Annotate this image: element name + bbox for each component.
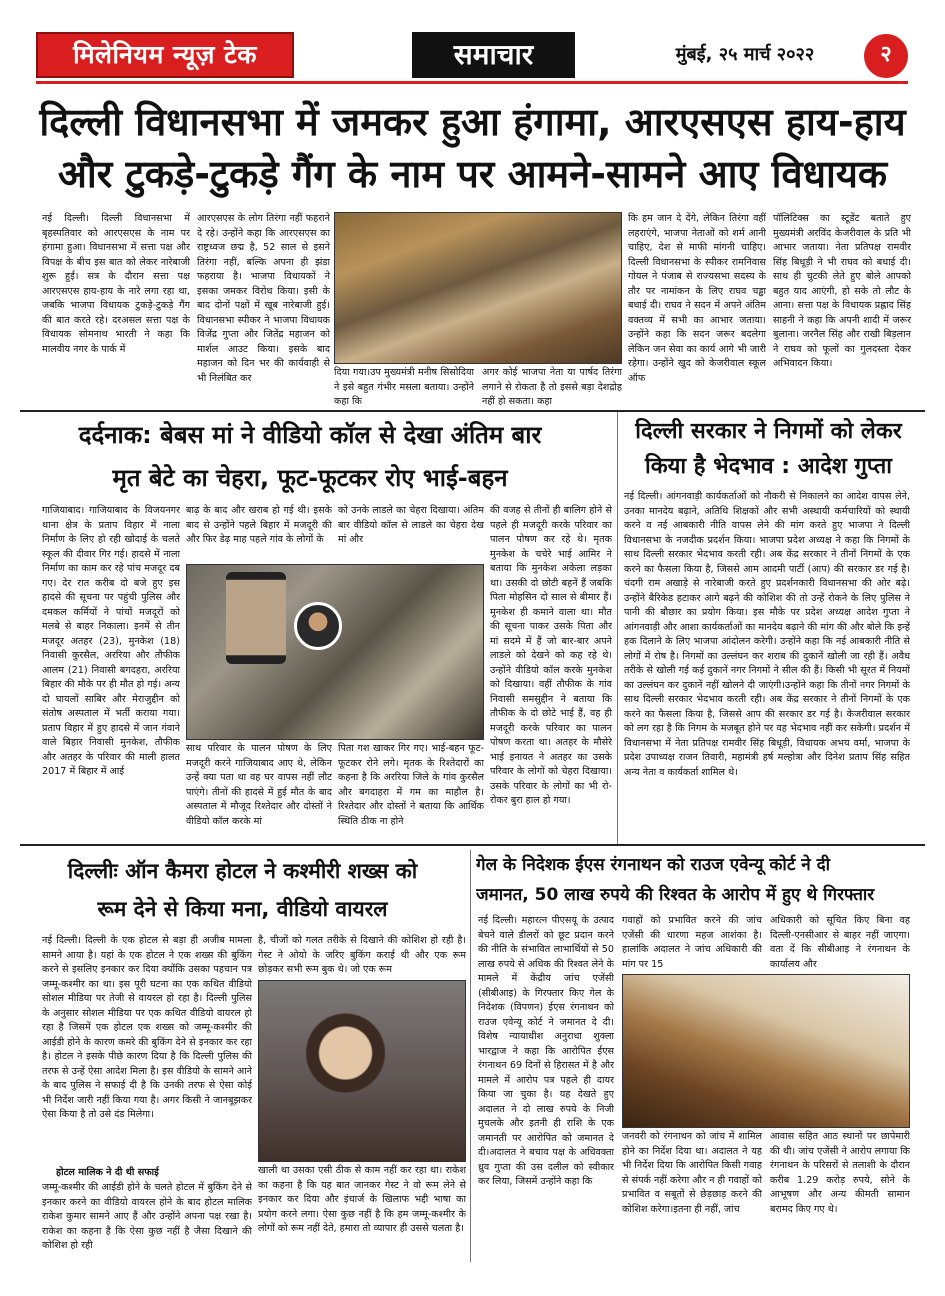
story1-headline-line1: दिल्ली विधानसभा में जमकर हुआ हंगामा, आरएसएस हाय-हाय	[39, 100, 906, 144]
brand-logo: मिलेनियम न्यूज़ टेक	[36, 32, 294, 78]
story4-headline	[20, 852, 465, 932]
story5-column-1: नई दिल्ली। महारत्न पीएसयू के उत्पाद बेचने वाले डीलरों को छूट प्रदान करने की नीति के संभावित लाभार्थियों से 50 लाख रुपये से अधिक की रिश्वत लेने के मामले में केंद्रीय जांच एजेंसी (सीबीआइ) के गिरफ्तार किए गेल के निदेशक (विपणन) ईएस रंगनाथन को राउज एवेन्यू कोर्ट ने जमानत दे दी। विशेष न्यायाधीश अनुराधा शुक्ला भारद्वाज ने कहा कि आरोपित ईएस रंगनाथन 69 दिनों से हिरासत में है और मामले में आरोप पत्र पहले ही दायर किया जा चुका है। यह देखते हुए अदालत ने दो लाख रुपये के निजी मुचलके और इतनी ही राशि के एक जमानती पर आरोपित को जमानत दे दी।अदालत ने बचाव पक्ष के अधिवक्ता ध्रुव गुप्ता की उस दलील को स्वीकार कर लिया, जिसमें उन्होंने कहा कि	[478, 915, 614, 1187]
victim-inset-photo	[294, 602, 342, 650]
story5-headline	[476, 850, 925, 910]
story4-column-1: नई दिल्ली। दिल्ली के एक होटल से बड़ा ही अजीब मामला सामने आया है। यहां के एक होटल ने एक शख्स की बुकिंग करने से इसलिए इनकार कर दिया क्योंकि उसका पहचान पत्र जम्मू-कश्मीर का था। इस पूरी घटना का एक कथित वीडियो सोशल मीडिया पर तेजी से वायरल हो रहा है। दिल्ली पुलिस के अनुसार सोशल मीडिया पर एक कथित वीडियो वायरल हो रहा है जिसमें एक होटल एक शख्स को जम्मू-कश्मीर की आईडी होने के कारण कमरे की बुकिंग देने से इनकार कर रहा है। होटल ने इसके पीछे कारण दिया है कि दिल्ली पुलिस की तरफ से उन्हें ऐसा आदेश मिला है। इस वीडियो के सामने आने के बाद पुलिस ने सफाई दी है कि उनकी तरफ से ऐसा कोई भी निर्देश जारी नहीं किया गया है। अगर किसी ने जानबूझकर ऐसा किया है तो उसे दंड मिलेगा।	[42, 935, 252, 1120]
story1-column-5: कि हम जान दे देंगे, लेकिन तिरंगा वहीं लहराएंगे, भाजपा नेताओं को शर्म आनी चाहिए, देश से माफी मांगनी चाहिए। दिल्ली विधानसभा के स्पीकर रामनिवास गोयल ने पंजाब से राज्यसभा सदस्य के तौर पर नामांकन के लिए राघव चड्ढा बधाई दी। राघव ने सदन में अपने अंतिम वक्तव्य में सभी का आभार जताया। उन्होंने कहा कि सदन जरूर बदलेगा लेकिन जन सेवा का कार्य आगे भी जारी रहेगा। उन्होंने खुद को केजरीवाल स्कूल ऑफ	[628, 213, 766, 384]
page-number: २	[864, 34, 908, 78]
story5-column-2b: जनवरी को रंगनाथन को जांच में शामिल होने का निर्देश दिया था। अदालत ने यह भी निर्देश दिया कि आरोपित किसी गवाह से संपर्क नहीं करेगा और न ही गवाहों को प्रभावित व सबूतों से छेड़छाड़ करने की कोशिश करेगा।इतना ही नहीं, जांच	[622, 1131, 762, 1215]
story1-column-6: पॉलिटिक्स का स्टूडेंट बताते हुए मुख्यमंत्री अरविंद केजरीवाल के प्रति भी आभार जताया। नेता प्रतिपक्ष रामवीर सिंह बिधूड़ी ने भी राघव को बधाई दी। साथ ही चुटकी लेते हुए बोले आपको बहुत याद आएंगी, हो सके तो लौट के आना। सत्ता पक्ष के विधायक प्रह्लाद सिंह साहनी ने कहा कि अपनी शादी में जरूर बुलाना। जरनैल सिंह और राखी बिड़लान ने राघव को फूलों का गुलदस्ता देकर अभिवादन किया।	[773, 213, 911, 369]
story1-column-1: नई दिल्ली। दिल्ली विधानसभा में बृहस्पतिवार को आरएसएस के नाम पर हंगामा हुआ। विधानसभा में सत्ता पक्ष और विपक्ष के बीच इस बात को लेकर नारेबाजी शुरू हुई। सत्र के दौरान सत्ता पक्ष आरएसएस हाय-हाय के नारे लगा रहा था, जबकि भाजपा विधायक टुकड़े-टुकड़े गैंग की बात करते रहे। दरअसल सत्ता पक्ष के विधायक सोमनाथ भारती ने कहा कि मालवीय नगर के पार्क में	[42, 213, 190, 355]
story2-column-4: की वजह से तीनों ही बालिग होने से पहले ही मजदूरी करके परिवार का पालन पोषण कर रहे थे। मृतक मुनकेश के चचेरे भाई आमिर ने बताया कि मुनकेश अकेला लड़का था। उसकी दो छोटी बहनें हैं जबकि पिता मोहसिन दो साल से बीमार हैं। मुनकेश ही कमाने वाला था। मौत की सूचना पाकर उसके पिता और मां सदमे में हैं जो बार-बार अपने लाडले को देखने को कह रहे थे। उन्होंने वीडियो कॉल करके मुनकेश को दिखाया। वहीं तौफीक के गांव निवासी समसुद्दीन ने बताया कि तौफीक के दो छोटे भाई हैं, वह ही मजदूरी करके परिवार का पालन पोषण करता था। अतहर के मौसेरे भाई इनायत ने अतहर का उसके परिवार के लोगों को चेहरा दिखाया। उसके परिवार के लोगों का भी रो-रोकर बुरा हाल हो गया।	[490, 505, 612, 806]
hotel-video-still	[258, 980, 466, 1162]
story2-column-3b: पिता गश खाकर गिर गए। भाई-बहन फूट-फूटकर रोने लगे। मृतक के रिश्तेदारों का कहना है कि अररिया जिले के गांव कुरसैल और बगदाहरा में गम का माहौल है। रिश्तेदार और दोस्तों ने बताया कि आर्थिक स्थिति ठीक ना होने	[338, 743, 484, 827]
divider	[20, 844, 925, 846]
story4-column-1b: जम्मू-कश्मीर की आईडी होने के चलते होटल में बुकिंग देने से इनकार करने का वीडियो वायरल होने के बाद होटल मालिक राकेश कुमार सामने आए हैं और उन्होंने अपना पक्ष रखा है। राकेश का कहना है कि ऐसा कुछ नहीं है जैसा दिखाने की कोशिश हो रही	[42, 1182, 252, 1251]
story4-headline-line1: दिल्लीः ऑन कैमरा होटल ने कश्मीरी शख्स को	[67, 859, 418, 883]
story4-column-2a: है, चीजों को गलत तरीके से दिखाने की कोशिश हो रही है। गेस्ट ने ओयो के जरिए बुकिंग कराई थी और एक रूम छोड़कर सभी रूम बुक थे। जो एक रूम	[258, 935, 466, 975]
divider	[20, 410, 925, 412]
story2-column-3a: को उनके लाडले का चेहरा दिखाया। अंतिम बार वीडियो कॉल से लाडले का चेहरा देख मां और	[338, 505, 484, 545]
story4-subhead: होटल मालिक ने दी थी सफाई	[56, 1167, 159, 1178]
story5-column-2a: गवाहों को प्रभावित करने की जांच एजेंसी की धारणा महज आशंका है। हालांकि अदालत ने जांच अधिकारी की मांग पर 15	[622, 915, 762, 970]
story2-column-1: गाजियाबाद। गाजियाबाद के विजयनगर थाना क्षेत्र के प्रताप विहार में नाला निर्माण के लिए हो रही खोदाई के चलते स्कूल की दीवार गिर गई। हादसे में नाला निर्माण का काम कर रहे पांच मजदूर दब गए। देर रात करीब दो बजे हुए इस हादसे की सूचना पर पहुंची पुलिस और दमकल कर्मियों ने पांचों मजदूरों को मलबे से बाहर निकाला। इनमें से तीन मजदूर अतहर (23), मुनकेश (18) निवासी कुरसैल, अररिया और तौफीक आलम (21) निवासी बगदहरा, अररिया बिहार की मौके पर ही मौत हो गई। अन्य दो घायलों साबिर और मेराजुद्दीन को संतोष अस्पताल में भर्ती कराया गया। प्रताप विहार में हुए हादसे में जान गंवाने वाले बिहार निवासी मुनकेश, तौफीक और अतहर के परिवार की माली हालत 2017 में बिहार में आई	[42, 505, 180, 777]
story3-body: नई दिल्ली। आंगनवाड़ी कार्यकर्ताओं को नौकरी से निकालने का आदेश वापस लेने, उनका मानदेय बढ़ाने, अतिथि शिक्षकों और सभी अस्थायी कर्मचारियों को स्थायी करने व नई आबकारी नीति वापस लेने की मांग करते हुए भाजपा ने दिल्ली विधानसभा के नजदीक प्रदर्शन किया। भाजपा प्रदेश अध्यक्ष ने कहा कि निगमों के साथ दिल्ली सरकार भेदभाव करती रही। अब केंद्र सरकार ने तीनों निगमों के एक करने का फैसला किया है, जिससे आम आदमी पार्टी (आप) की सरकार डर गई है।चंदगी राम अखाड़े से नारेबाजी करते हुए प्रदर्शनकारी विधानसभा की ओर बढ़े। उन्होंने बैरिकेड हटाकर आगे बढ़ने की कोशिश की तो उन्हें रोकने के लिए पुलिस ने पानी की बौछार का प्रयोग किया। इस मौके पर प्रदेश अध्यक्ष आदेश गुप्ता ने आंगनवाड़ी और आशा कार्यकर्ताओं का मानदेय बढ़ाने की मांग की और बोले कि इन्हें हक दिलाने के लिए भाजपा आंदोलन करेगी। उन्होंने कहा कि नई आबकारी नीति से लोगों में रोष है। निगमों का उल्लंघन कर शराब की दुकानें खोली जा रही हैं। अवैध तरीके से खोली गई कई दुकानें नगर निगमों ने सील की हैं। किसी भी सूरत में नियमों का उल्लंघन कर दुकानें नहीं खोलने दी जाएंगी।उन्होंने कहा कि तीनों नगर निगमों के साथ दिल्ली सरकार भेदभाव करती रही। अब केंद्र सरकार ने तीनों निगमों के एक करने का फैसला किया है, जिससे आप की सरकार डर गई है। केजरीवाल सरकार को लग रहा है कि निगम के मजबूत होने पर वह भेदभाव नहीं कर सकेगी। प्रदर्शन में विधानसभा में नेता प्रतिपक्ष रामवीर सिंह बिधूड़ी, विधायक अभय वर्मा, भाजपा के प्रदेश उपाध्यक्ष राजन तिवारी, महामंत्री हर्ष मल्होत्रा और दिनेश प्रताप सिंह सहित अन्य नेता व कार्यकर्ता शामिल थे।	[624, 491, 910, 778]
story5-headline-line1: गेल के निदेशक ईएस रंगनाथन को राउज एवेन्यू कोर्ट ने दी	[476, 855, 831, 875]
story2-headline-line2: मृत बेटे का चेहरा, फूट-फूटकर रोए भाई-बहन	[112, 464, 508, 492]
story5-column-3a: अधिकारी को सूचित किए बिना वह दिल्ली-एनसीआर से बाहर नहीं जाएगा।वता दें कि सीबीआइ ने रंगनाथन के कार्यालय और	[770, 915, 910, 970]
story5-headline-line2: जमानत, 50 लाख रुपये की रिश्वत के आरोप में हुए थे गिरफ्तार	[476, 885, 875, 905]
dateline: मुंबई, २५ मार्च २०२२	[675, 44, 815, 65]
masthead-rule	[36, 81, 908, 84]
assembly-photo	[334, 212, 622, 364]
phone-image	[226, 572, 286, 664]
story2-column-2b: साथ परिवार के पालन पोषण के लिए मजदूरी करने गाजियाबाद आए थे, लेकिन उन्हें क्या पता था वह घर वापस नहीं लौट पाएंगे। तीनों की हादसे में हुई मौत के बाद अस्पताल में मौजूद रिश्तेदार और दोस्तों ने वीडियो कॉल करके मां	[186, 743, 332, 827]
masthead	[20, 32, 925, 84]
story5-column-3b: आवास सहित आठ स्थानों पर छापेमारी की थी। जांच एजेंसी ने आरोप लगाया कि रंगनाथन के परिसरों से तलाशी के दौरान करीब 1.29 करोड़ रुपये, सोने के आभूषण और अन्य कीमती सामान बरामद किए गए थे।	[770, 1131, 910, 1215]
story1-headline	[20, 96, 925, 204]
gavel-photo	[622, 974, 910, 1128]
story1-column-3: दिया गया।उप मुख्यमंत्री मनीष सिसोदिया ने इसे बहुत गंभीर मसला बताया। उन्होंने कहा कि	[334, 367, 474, 407]
column-divider	[470, 850, 471, 1262]
story2-headline-line1: दर्दनाक: बेबस मां ने वीडियो कॉल से देखा अंतिम बार	[78, 421, 542, 449]
story3-headline: दिल्ली सरकार ने निगमों को लेकर किया है भेदभाव : आदेश गुप्ता	[635, 419, 902, 479]
story2-column-2a: बाढ़ के बाद और खराब हो गई थी। इसके बाद से उन्होंने पहले बिहार में मजदूरी की और फिर डेढ़ माह पहले गांव के लोगों के	[186, 505, 332, 545]
story4-headline-line2: रूम देने से किया मना, वीडियो वायरल	[97, 897, 388, 921]
story1-column-2: आरएसएस के लोग तिरंगा नहीं फहराने दे रहे। उन्होंने कहा कि आरएसएस का राष्ट्रध्वज छद्म है, 52 साल से इसने तिरंगा नहीं, बल्कि अपना ही झंडा फहराया है। भाजपा विधायकों ने इसका जमकर विरोध किया। इसी के बाद दोनों पक्षों में खूब नारेबाजी हुई। विधानसभा स्पीकर ने भाजपा विधायक विजेंद्र गुप्ता और जितेंद्र महाजन को मार्शल आउट किया। इसके बाद महाजन को दिन भर की कार्यवाही से भी निलंबित कर	[197, 213, 330, 384]
section-label: समाचार	[412, 32, 575, 78]
story1-column-4: अगर कोई भाजपा नेता या पार्षद तिरंगा लगाने से रोकता है तो इससे बड़ा देशद्रोह नहीं हो सकता। कहा	[482, 367, 622, 407]
story2-headline	[20, 414, 600, 500]
story1-headline-line2: और टुकड़े-टुकड़े गैंग के नाम पर आमने-सामने आए विधायक	[57, 152, 888, 196]
story4-column-2b: खाली था उसका एसी ठीक से काम नहीं कर रहा था। राकेश का कहना है कि यह बात जानकर गेस्ट ने वो रूम लेने से इनकार कर दिया और इंचार्ज के खिलाफ भद्दी भाषा का प्रयोग करने लगा। ऐसा कुछ नहीं है कि हम जम्मू-कश्मीर के लोगों को रूम नहीं देते, हमारा तो व्यापार ही उससे चलता है।	[258, 1165, 466, 1234]
